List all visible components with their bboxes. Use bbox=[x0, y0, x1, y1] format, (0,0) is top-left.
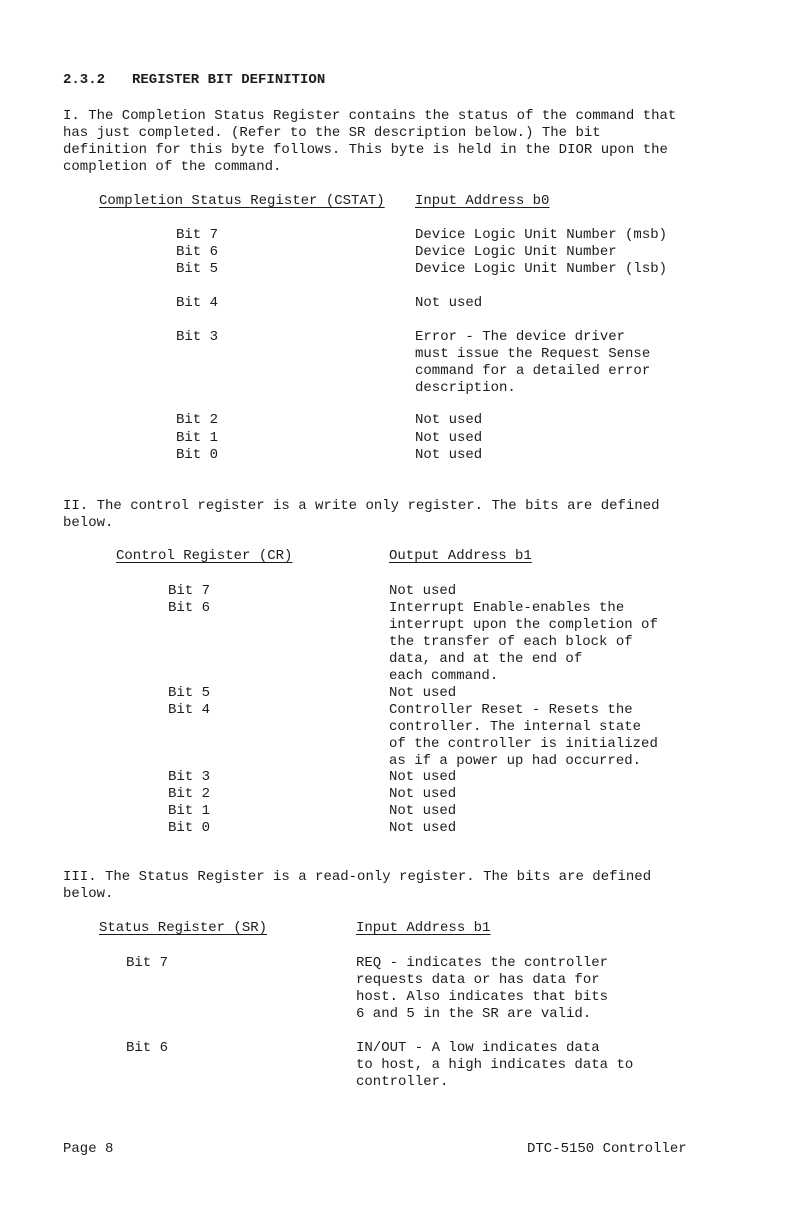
bit-desc: IN/OUT - A low indicates data bbox=[356, 1040, 600, 1056]
bit-desc: Not used bbox=[415, 430, 483, 446]
section-number: 2.3.2 bbox=[63, 72, 106, 88]
intro-line: II. The control register is a write only register. The bits are defined bbox=[63, 498, 660, 514]
bit-label: Bit 3 bbox=[176, 329, 219, 345]
bit-label: Bit 5 bbox=[168, 685, 211, 701]
bit-desc: command for a detailed error bbox=[415, 363, 651, 379]
bit-label: Bit 6 bbox=[168, 600, 211, 616]
intro-line: has just completed. (Refer to the SR description below.) The bit bbox=[63, 125, 601, 141]
bit-desc: data, and at the end of bbox=[389, 651, 583, 667]
bit-desc: Device Logic Unit Number (lsb) bbox=[415, 261, 668, 277]
bit-desc: Not used bbox=[389, 786, 457, 802]
bit-label: Bit 0 bbox=[168, 820, 211, 836]
bit-desc: REQ - indicates the controller bbox=[356, 955, 609, 971]
bit-desc: controller. The internal state bbox=[389, 719, 642, 735]
register-address: Output Address b1 bbox=[389, 548, 532, 564]
bit-desc: requests data or has data for bbox=[356, 972, 600, 988]
bit-label: Bit 7 bbox=[168, 583, 211, 599]
register-address: Input Address b1 bbox=[356, 920, 491, 936]
bit-desc: controller. bbox=[356, 1074, 449, 1090]
bit-desc: must issue the Request Sense bbox=[415, 346, 651, 362]
bit-desc: Not used bbox=[389, 803, 457, 819]
bit-label: Bit 6 bbox=[176, 244, 219, 260]
bit-label: Bit 7 bbox=[126, 955, 169, 971]
bit-desc: Not used bbox=[415, 412, 483, 428]
intro-line: definition for this byte follows. This byte is held in the DIOR upon the bbox=[63, 142, 668, 158]
bit-desc: to host, a high indicates data to bbox=[356, 1057, 634, 1073]
intro-line: below. bbox=[63, 886, 114, 902]
bit-label: Bit 4 bbox=[168, 702, 211, 718]
intro-line: III. The Status Register is a read-only register. The bits are defined bbox=[63, 869, 652, 885]
bit-label: Bit 6 bbox=[126, 1040, 169, 1056]
bit-desc: interrupt upon the completion of bbox=[389, 617, 658, 633]
bit-desc: description. bbox=[415, 380, 516, 396]
register-address: Input Address b0 bbox=[415, 193, 550, 209]
bit-label: Bit 3 bbox=[168, 769, 211, 785]
bit-label: Bit 4 bbox=[176, 295, 219, 311]
intro-line: I. The Completion Status Register contains the status of the command that bbox=[63, 108, 677, 124]
bit-desc: as if a power up had occurred. bbox=[389, 753, 642, 769]
register-name: Control Register (CR) bbox=[116, 548, 293, 564]
register-name: Status Register (SR) bbox=[99, 920, 268, 936]
bit-desc: each command. bbox=[389, 668, 499, 684]
bit-label: Bit 5 bbox=[176, 261, 219, 277]
bit-desc: 6 and 5 in the SR are valid. bbox=[356, 1006, 592, 1022]
bit-desc: of the controller is initialized bbox=[389, 736, 658, 752]
bit-label: Bit 0 bbox=[176, 447, 219, 463]
bit-desc: Not used bbox=[389, 685, 457, 701]
bit-desc: host. Also indicates that bits bbox=[356, 989, 609, 1005]
intro-line: completion of the command. bbox=[63, 159, 282, 175]
bit-label: Bit 1 bbox=[168, 803, 211, 819]
bit-desc: Device Logic Unit Number (msb) bbox=[415, 227, 668, 243]
bit-desc: Error - The device driver bbox=[415, 329, 626, 345]
bit-desc: Not used bbox=[389, 820, 457, 836]
bit-desc: Not used bbox=[389, 583, 457, 599]
bit-desc: Not used bbox=[389, 769, 457, 785]
section-title: REGISTER BIT DEFINITION bbox=[132, 72, 326, 88]
bit-desc: Device Logic Unit Number bbox=[415, 244, 617, 260]
bit-desc: Controller Reset - Resets the bbox=[389, 702, 633, 718]
bit-label: Bit 7 bbox=[176, 227, 219, 243]
bit-desc: Not used bbox=[415, 447, 483, 463]
intro-line: below. bbox=[63, 515, 114, 531]
bit-desc: Interrupt Enable-enables the bbox=[389, 600, 625, 616]
bit-desc: the transfer of each block of bbox=[389, 634, 633, 650]
bit-label: Bit 2 bbox=[168, 786, 211, 802]
bit-desc: Not used bbox=[415, 295, 483, 311]
register-name: Completion Status Register (CSTAT) bbox=[99, 193, 385, 209]
bit-label: Bit 1 bbox=[176, 430, 219, 446]
footer-product: DTC-5150 Controller bbox=[527, 1141, 687, 1157]
bit-label: Bit 2 bbox=[176, 412, 219, 428]
page-number: Page 8 bbox=[63, 1141, 114, 1157]
